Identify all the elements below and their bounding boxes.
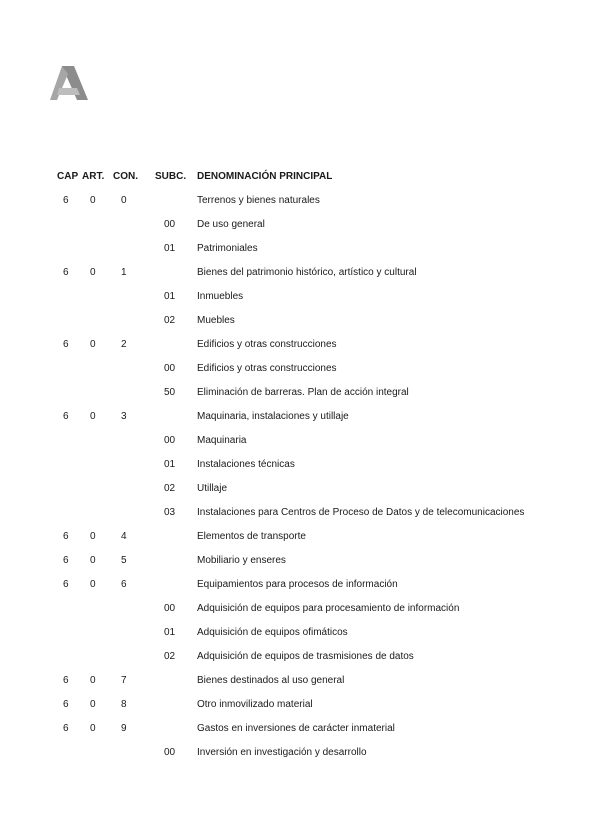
cell-subc: 02	[164, 651, 176, 662]
cell-denominacion: Adquisición de equipos ofimáticos	[197, 627, 348, 638]
cell-subc: 50	[164, 387, 176, 398]
cell-art: 0	[90, 195, 96, 206]
cell-denominacion: Adquisición de equipos para procesamiento de información	[197, 603, 460, 614]
cell-denominacion: Eliminación de barreras. Plan de acción integral	[197, 387, 409, 398]
cell-denominacion: Gastos en inversiones de carácter inmaterial	[197, 723, 395, 734]
table-row	[0, 576, 600, 600]
cell-subc: 02	[164, 315, 176, 326]
cell-subc: 01	[164, 627, 176, 638]
table-row	[0, 720, 600, 744]
cell-subc: 03	[164, 507, 176, 518]
cell-denominacion: Equipamientos para procesos de información	[197, 579, 398, 590]
cell-denominacion: Maquinaria	[197, 435, 247, 446]
cell-denominacion: Muebles	[197, 315, 235, 326]
cell-art: 0	[90, 411, 96, 422]
cell-denominacion: Bienes destinados al uso general	[197, 675, 345, 686]
cell-con: 4	[121, 531, 127, 542]
cell-art: 0	[90, 531, 96, 542]
cell-subc: 01	[164, 291, 176, 302]
cell-subc: 00	[164, 435, 176, 446]
cell-denominacion: Edificios y otras construcciones	[197, 363, 337, 374]
cell-con: 7	[121, 675, 127, 686]
cell-denominacion: Otro inmovilizado material	[197, 699, 313, 710]
table-row	[0, 240, 600, 264]
cell-denominacion: De uso general	[197, 219, 265, 230]
table-row	[0, 264, 600, 288]
cell-cap: 6	[63, 531, 69, 542]
cell-subc: 01	[164, 243, 176, 254]
header-art: ART.	[82, 171, 105, 182]
cell-con: 9	[121, 723, 127, 734]
table-header	[0, 168, 600, 192]
cell-denominacion: Edificios y otras construcciones	[197, 339, 337, 350]
table-row	[0, 744, 600, 768]
table-row	[0, 384, 600, 408]
table-row	[0, 672, 600, 696]
cell-con: 1	[121, 267, 127, 278]
cell-subc: 01	[164, 459, 176, 470]
table-row	[0, 216, 600, 240]
cell-con: 5	[121, 555, 127, 566]
cell-subc: 00	[164, 603, 176, 614]
table-row	[0, 456, 600, 480]
header-subc: SUBC.	[155, 171, 187, 182]
table-row	[0, 360, 600, 384]
cell-cap: 6	[63, 675, 69, 686]
cell-subc: 00	[164, 747, 176, 758]
table-row	[0, 528, 600, 552]
budget-code-table	[0, 168, 600, 768]
cell-denominacion: Utillaje	[197, 483, 228, 494]
header-cap: CAP	[57, 171, 79, 182]
cell-cap: 6	[63, 579, 69, 590]
table-row	[0, 600, 600, 624]
header-con: CON.	[113, 171, 138, 182]
cell-con: 0	[121, 195, 127, 206]
cell-con: 3	[121, 411, 127, 422]
table-row	[0, 624, 600, 648]
cell-con: 8	[121, 699, 127, 710]
table-row	[0, 552, 600, 576]
table-row	[0, 336, 600, 360]
cell-cap: 6	[63, 339, 69, 350]
cell-denominacion: Bienes del patrimonio histórico, artístico y cultural	[197, 267, 417, 278]
cell-art: 0	[90, 339, 96, 350]
cell-denominacion: Maquinaria, instalaciones y utillaje	[197, 411, 349, 422]
table-row	[0, 696, 600, 720]
cell-denominacion: Instalaciones para Centros de Proceso de Datos y de telecomunicaciones	[197, 507, 525, 518]
cell-art: 0	[90, 579, 96, 590]
cell-art: 0	[90, 675, 96, 686]
cell-denominacion: Elementos de transporte	[197, 531, 306, 542]
letter-a-logo-icon	[50, 66, 90, 102]
cell-art: 0	[90, 699, 96, 710]
table-row	[0, 648, 600, 672]
table-row	[0, 288, 600, 312]
cell-denominacion: Terrenos y bienes naturales	[197, 195, 320, 206]
table-row	[0, 504, 600, 528]
table-row	[0, 408, 600, 432]
cell-denominacion: Instalaciones técnicas	[197, 459, 295, 470]
table-row	[0, 480, 600, 504]
cell-cap: 6	[63, 555, 69, 566]
cell-cap: 6	[63, 195, 69, 206]
table-row	[0, 432, 600, 456]
cell-denominacion: Inversión en investigación y desarrollo	[197, 747, 367, 758]
cell-con: 6	[121, 579, 127, 590]
cell-art: 0	[90, 267, 96, 278]
cell-con: 2	[121, 339, 127, 350]
cell-cap: 6	[63, 411, 69, 422]
cell-denominacion: Inmuebles	[197, 291, 244, 302]
cell-cap: 6	[63, 267, 69, 278]
cell-denominacion: Mobiliario y enseres	[197, 555, 286, 566]
cell-denominacion: Patrimoniales	[197, 243, 258, 254]
cell-cap: 6	[63, 699, 69, 710]
header-denominacion: DENOMINACIÓN PRINCIPAL	[197, 171, 333, 182]
cell-art: 0	[90, 555, 96, 566]
cell-subc: 00	[164, 363, 176, 374]
cell-denominacion: Adquisición de equipos de trasmisiones de datos	[197, 651, 414, 662]
cell-art: 0	[90, 723, 96, 734]
table-row	[0, 312, 600, 336]
cell-subc: 02	[164, 483, 176, 494]
cell-subc: 00	[164, 219, 176, 230]
cell-cap: 6	[63, 723, 69, 734]
table-row	[0, 192, 600, 216]
